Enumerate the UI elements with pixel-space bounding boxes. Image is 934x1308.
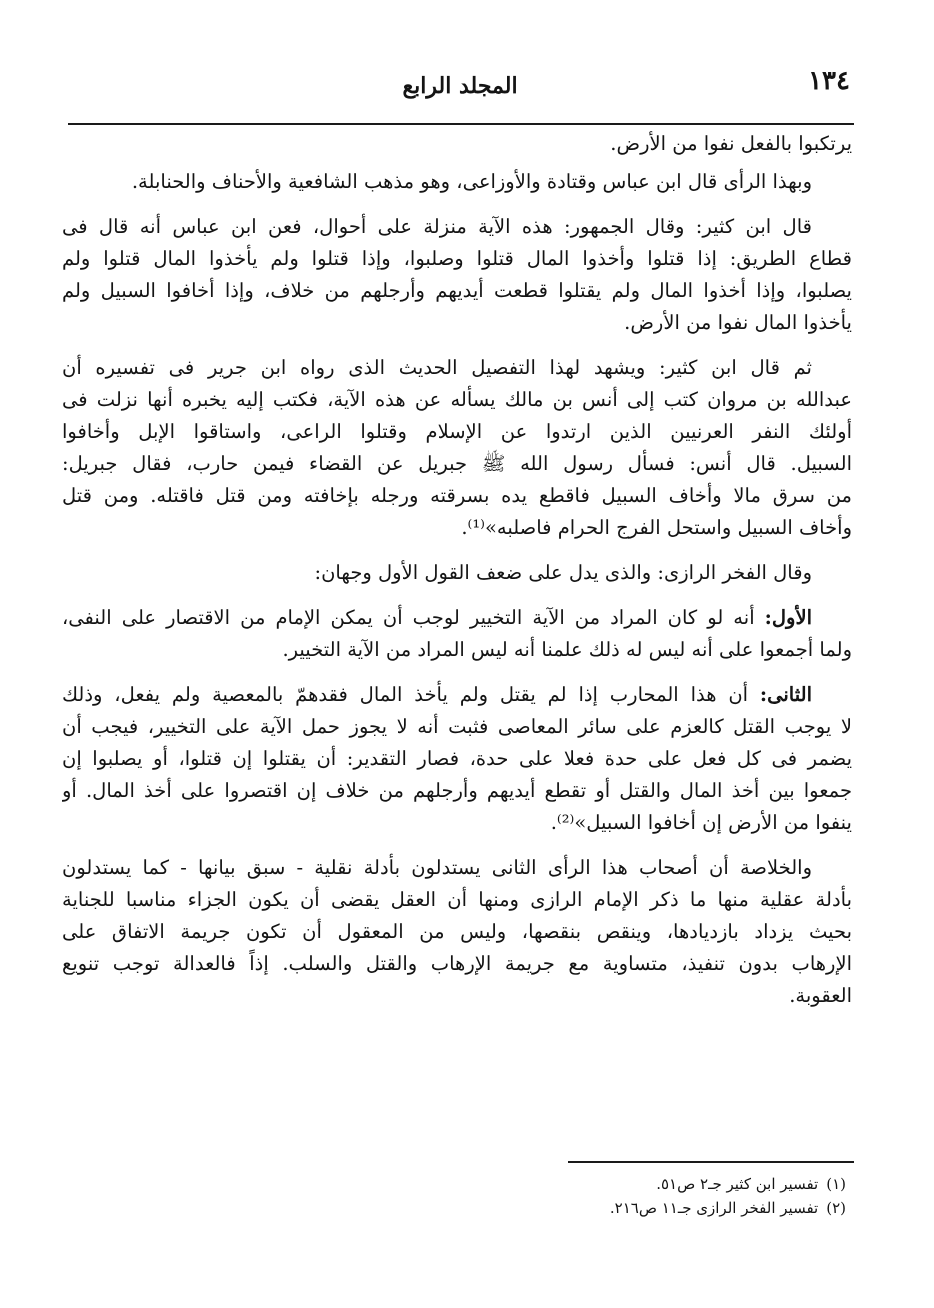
footnote	[446, 1196, 846, 1220]
text-line: وبهذا الرأى قال ابن عباس وقتادة والأوزاعى، وهو مذهب الشافعية والأحناف والحنابلة.	[131, 170, 812, 193]
footnotes	[446, 1172, 846, 1220]
text-line: يرتكبوا بالفعل نفوا من الأرض.	[610, 132, 852, 155]
paragraph	[62, 211, 852, 339]
text-line: يأخذوا المال نفوا من الأرض.	[624, 311, 852, 334]
page-header	[70, 66, 850, 110]
text-line: عبدالله بن مروان كتب إلى أنس بن مالك يسأله عن هذه الآية، فكتب إليه يخبره أنها نزلت فى	[62, 388, 852, 411]
footnote	[446, 1172, 846, 1196]
footnote-rule	[568, 1161, 854, 1163]
text-run: أن هذا المحارب إذا لم يقتل ولم يأخذ المال فقدهمّ بالمعصية ولم يفعل، وذلك	[62, 683, 749, 706]
footnote-mark: (٢)	[826, 1199, 846, 1217]
text-line: العقوبة.	[789, 984, 852, 1007]
text-line	[62, 602, 852, 634]
footnote-text: تفسير الفخر الرازى جـ١١ ص٢١٦.	[609, 1199, 819, 1217]
keyword-second: الثانى:	[759, 683, 812, 706]
page-number: ١٣٤	[808, 66, 850, 96]
text-line: السبيل. قال أنس: فسأل رسول الله ﷺ جبريل عن القضاء فيمن حارب، فقال جبريل:	[62, 452, 852, 475]
text-line: لا يوجب القتل كالعزم على سائر المعاصى فثبت أنه لا يجوز حمل الآية على التخيير، فيجب أن	[62, 715, 852, 738]
paragraph	[62, 166, 852, 198]
text-line: من سرق مالا وأخاف السبيل فاقطع يده بسرقته ورجله بإخافته ومن قتل فاقتله. ومن قتل	[62, 484, 852, 507]
running-head: المجلد الرابع	[402, 73, 518, 99]
paragraph	[62, 352, 852, 544]
text-line: ينفوا من الأرض إن أخافوا السبيل»⁽²⁾.	[550, 811, 852, 834]
footnote-text: تفسير ابن كثير جـ٢ ص٥١.	[656, 1175, 819, 1193]
text-line: وقال الفخر الرازى: والذى يدل على ضعف القول الأول وجهان:	[314, 561, 812, 584]
text-line: قال ابن كثير: وقال الجمهور: هذه الآية منزلة على أحوال، فعن ابن عباس أنه قال فى	[62, 215, 812, 238]
text-line: يضمر فى كل فعل على حدة فعلا على حدة، فصار التقدير: أن يقتلوا إن قتلوا، أو يصلبوا إن	[62, 747, 852, 770]
text-line: الإرهاب بدون تنفيذ، متساوية مع جريمة الإرهاب والقتل والسلب. إذاً فالعدالة توجب تنويع	[62, 952, 852, 975]
text-line: أولئك النفر العرنيين الذين ارتدوا عن الإسلام وقتلوا الراعى، واستاقوا الإبل وأخافوا	[62, 420, 852, 443]
text-line: جمعوا بين أخذ المال والقتل أو تقطع أيديهم وأرجلهم من خلاف إن اقتصروا على أخذ المال. أو	[62, 779, 852, 802]
paragraph	[62, 852, 852, 1012]
text-line: بحيث يزداد بازديادها، وينقص بنقصها، وليس من المعقول أن تكون جريمة الاتفاق على	[62, 920, 852, 943]
paragraph	[62, 679, 852, 839]
keyword-first: الأول:	[764, 606, 812, 629]
text-line: وأخاف السبيل واستحل الفرج الحرام فاصلبه»⁽¹⁾.	[461, 516, 852, 539]
text-line: ثم قال ابن كثير: ويشهد لهذا التفصيل الحديث الذى رواه ابن جرير فى تفسيره أن	[62, 356, 812, 379]
footnote-mark: (١)	[826, 1175, 846, 1193]
text-line: والخلاصة أن أصحاب هذا الرأى الثانى يستدلون بأدلة نقلية - سبق بيانها - كما يستدلون	[62, 856, 812, 879]
text-line: ولما أجمعوا على أنه ليس له ذلك علمنا أنه ليس المراد من الآية التخيير.	[282, 638, 852, 661]
paragraph	[62, 557, 852, 589]
text-line: بأدلة عقلية منها ما ذكر الإمام الرازى ومنها أن العقل يقضى أن يكون الجزاء مناسبا للجناية	[62, 888, 852, 911]
paragraph	[62, 602, 852, 666]
text-line: قطاع الطريق: إذا قتلوا وأخذوا المال قتلوا وصلبوا، وإذا قتلوا ولم يأخذوا المال قتلوا ولم	[62, 247, 852, 270]
text-line: يصلبوا، وإذا أخذوا المال ولم يقتلوا قطعت أيديهم وأرجلهم من خلاف، وإذا أخافوا السبيل ولم	[62, 279, 852, 302]
text-run: أنه لو كان المراد من الآية التخيير لوجب أن يمكن الإمام من الاقتصار على النفى،	[62, 606, 755, 629]
body-text	[62, 128, 852, 1025]
header-rule	[68, 123, 854, 125]
paragraph	[62, 128, 852, 160]
text-line	[62, 679, 852, 711]
